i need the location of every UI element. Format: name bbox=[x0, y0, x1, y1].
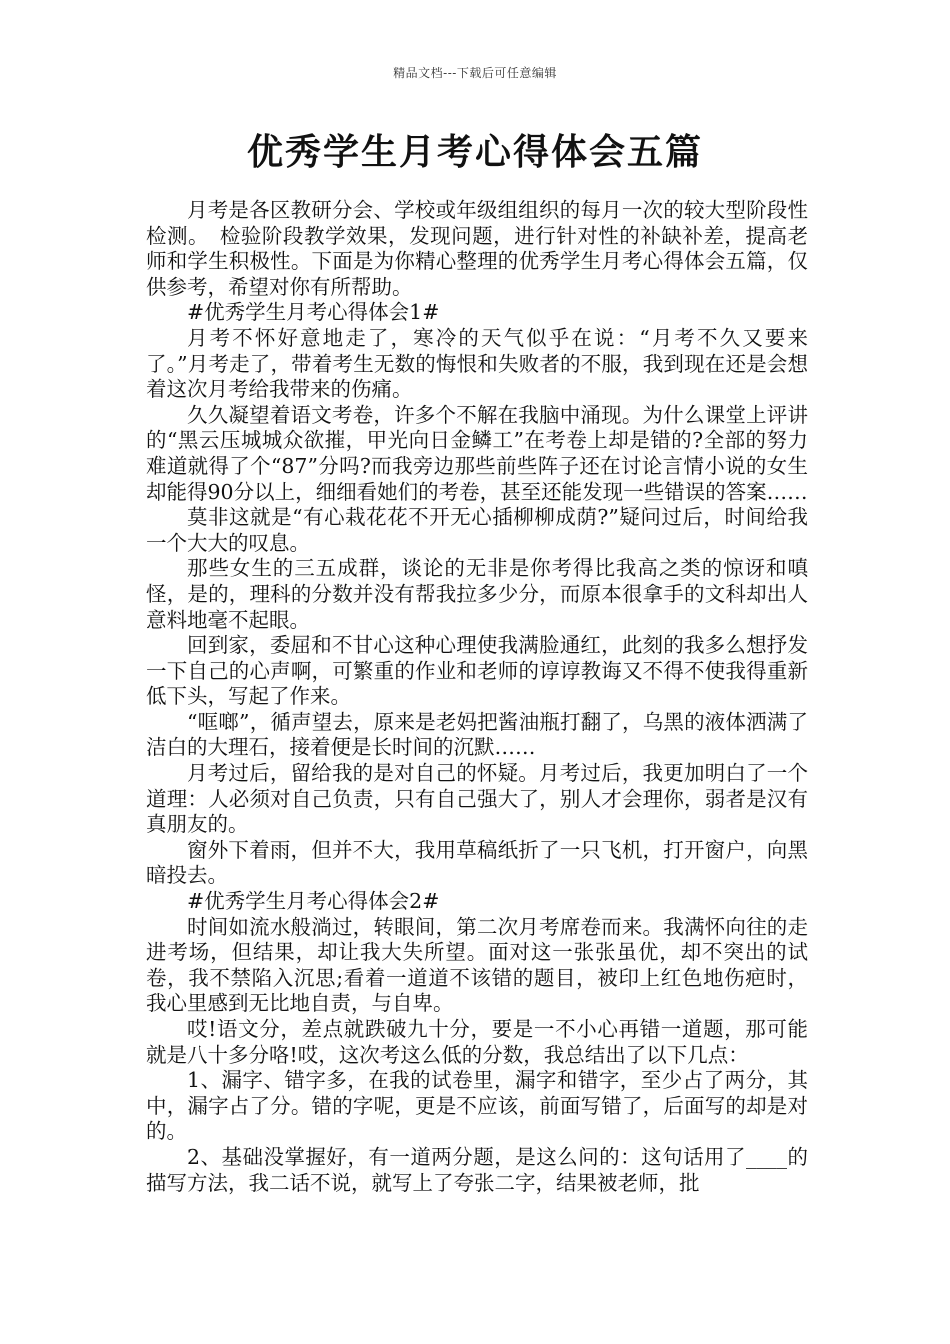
body-paragraph: 窗外下着雨，但并不大，我用草稿纸折了一只飞机，打开窗户，向黑暗投去。 bbox=[146, 837, 808, 888]
list-item-paragraph: 1、漏字、错字多，在我的试卷里，漏字和错字，至少占了两分，其中，漏字占了分。错的字呢，更是不应该，前面写错了，后面写的却是对的。 bbox=[146, 1068, 808, 1144]
list-item-paragraph: 2、基础没掌握好，有一道两分题，是这么问的：这句话用了____的描写方法，我二话不说，就写上了夸张二字，结果被老师，批 bbox=[146, 1144, 808, 1195]
body-paragraph: 回到家，委屈和不甘心这种心理使我满脸通红，此刻的我多么想抒发一下自己的心声啊，可繁重的作业和老师的谆谆教诲又不得不使我得重新低下头，写起了作来。 bbox=[146, 633, 808, 709]
body-paragraph: 时间如流水般淌过，转眼间，第二次月考席卷而来。我满怀向往的走进考场，但结果，却让我大失所望。面对这一张张虽优，却不突出的试卷，我不禁陷入沉思;看着一道道不该错的题目，被印上红色地伤疤时，我心里感到无比地自责，与自卑。 bbox=[146, 914, 808, 1016]
document-body bbox=[146, 198, 808, 1196]
document-title: 优秀学生月考心得体会五篇 bbox=[246, 131, 703, 173]
intro-paragraph: 月考是各区教研分会、学校或年级组组织的每月一次的较大型阶段性检测。 检验阶段教学效果，发现问题，进行针对性的补缺补差，提高老师和学生积极性。下面是为你精心整理的优秀学生月考心得体会五篇，仅供参考，希望对你有所帮助。 bbox=[146, 198, 808, 299]
section-heading-1: #优秀学生月考心得体会1# bbox=[187, 300, 440, 325]
body-paragraph: 哎!语文分，差点就跌破九十分，要是一不小心再错一道题，那可能就是八十多分咯!哎，这次考这么低的分数，我总结出了以下几点： bbox=[146, 1017, 808, 1067]
page-header: 精品文档---下载后可任意编辑 bbox=[393, 66, 557, 80]
body-paragraph: 月考不怀好意地走了，寒冷的天气似乎在说：“月考不久又要来了。”月考走了，带着考生无数的悔恨和失败者的不服，我到现在还是会想着这次月考给我带来的伤痛。 bbox=[146, 325, 808, 402]
section-heading-2: #优秀学生月考心得体会2# bbox=[187, 889, 440, 914]
body-paragraph: “哐啷”，循声望去，原来是老妈把酱油瓶打翻了，乌黑的液体洒满了洁白的大理石，接着便是长时间的沉默…… bbox=[146, 709, 808, 760]
body-paragraph: 久久凝望着语文考卷，许多个不解在我脑中涌现。为什么课堂上评讲的“黑云压城城众欲摧，甲光向日金鳞工”在考卷上却是错的?全部的努力难道就得了个“87”分吗?而我旁边那些前些阵子还在讨论言情小说的女生却能得90分以上，细细看她们的考卷，甚至还能发现一些错误的答案…… bbox=[146, 402, 808, 504]
body-paragraph: 那些女生的三五成群，谈论的无非是你考得比我高之类的惊讶和嗔怪，是的，理科的分数并没有帮我拉多少分，而原本很拿手的文科却出人意料地毫不起眼。 bbox=[146, 556, 808, 632]
body-paragraph: 月考过后，留给我的是对自己的怀疑。月考过后，我更加明白了一个道理：人必须对自己负责，只有自己强大了，别人才会理你，弱者是汉有真朋友的。 bbox=[146, 761, 808, 837]
body-paragraph: 莫非这就是“有心栽花花不开无心插柳柳成荫?”疑问过后，时间给我一个大大的叹息。 bbox=[146, 505, 808, 555]
